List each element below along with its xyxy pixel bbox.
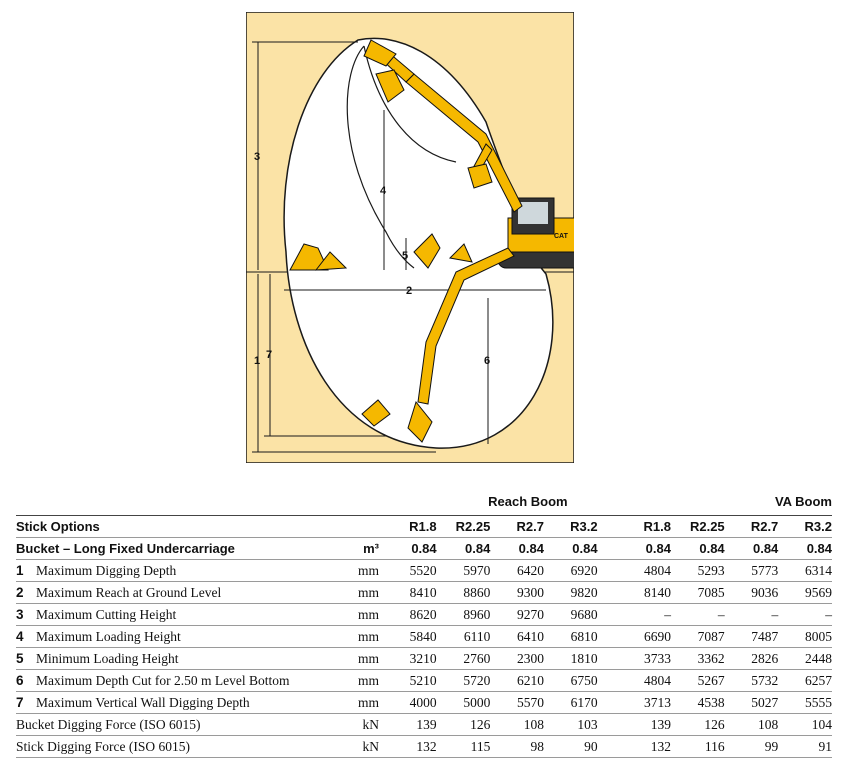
row-value: 2448 (778, 648, 832, 670)
row-value: 91 (778, 736, 832, 758)
row-value: 5720 (437, 670, 491, 692)
row-value: 104 (778, 714, 832, 736)
row-value: 6410 (490, 626, 544, 648)
row-value: 8140 (617, 582, 671, 604)
row-value: 5570 (490, 692, 544, 714)
stick-header: R2.7 (490, 516, 544, 538)
group-gap (598, 670, 618, 692)
row-value: 3733 (617, 648, 671, 670)
row-value: 126 (671, 714, 725, 736)
row-value: 103 (544, 714, 598, 736)
row-label: Maximum Reach at Ground Level (36, 584, 222, 600)
row-value: 5210 (383, 670, 437, 692)
row-number: 3 (16, 606, 24, 622)
row-unit: mm (327, 582, 383, 604)
row-value: 5840 (383, 626, 437, 648)
row-unit: mm (327, 604, 383, 626)
bucket-value: 0.84 (490, 538, 544, 560)
group-gap (598, 692, 618, 714)
row-unit: mm (327, 692, 383, 714)
row-value: 5027 (725, 692, 779, 714)
row-value: 6810 (544, 626, 598, 648)
row-number: 4 (16, 628, 24, 644)
row-value: 8410 (383, 582, 437, 604)
row-value: 5555 (778, 692, 832, 714)
group-gap (598, 714, 618, 736)
row-label-cell (16, 604, 327, 626)
table-row (16, 582, 832, 604)
row-label-cell (16, 626, 327, 648)
row-value: – (617, 604, 671, 626)
row-number: 2 (16, 584, 24, 600)
row-value: 6420 (490, 560, 544, 582)
row-label-cell (16, 736, 327, 758)
row-value: 3713 (617, 692, 671, 714)
bucket-value: 0.84 (383, 538, 437, 560)
row-unit: mm (327, 670, 383, 692)
table-row (16, 648, 832, 670)
row-number: 7 (16, 694, 24, 710)
row-label: Maximum Vertical Wall Digging Depth (36, 694, 250, 710)
row-value: 2826 (725, 648, 779, 670)
row-label: Minimum Loading Height (36, 650, 179, 666)
row-value: 115 (437, 736, 491, 758)
group-gap (598, 736, 618, 758)
stick-options-label: Stick Options (16, 516, 327, 538)
brand-logo: CAT (554, 233, 568, 240)
stick-header: R1.8 (383, 516, 437, 538)
row-label: Maximum Loading Height (36, 628, 181, 644)
row-label-cell (16, 670, 327, 692)
row-value: 126 (437, 714, 491, 736)
row-number: 6 (16, 672, 24, 688)
row-value: 4000 (383, 692, 437, 714)
row-value: 9270 (490, 604, 544, 626)
row-value: 116 (671, 736, 725, 758)
row-value: 6110 (437, 626, 491, 648)
row-unit: mm (327, 626, 383, 648)
reach-boom-heading: Reach Boom (488, 494, 568, 509)
table-row (16, 714, 832, 736)
row-value: – (725, 604, 779, 626)
row-value: 98 (490, 736, 544, 758)
row-value: 139 (617, 714, 671, 736)
working-range-diagram (246, 12, 574, 463)
dimension-label: 6 (484, 355, 491, 367)
row-value: 90 (544, 736, 598, 758)
row-value: 6690 (617, 626, 671, 648)
row-value: 108 (490, 714, 544, 736)
row-value: 8620 (383, 604, 437, 626)
row-unit: kN (327, 714, 383, 736)
dimension-label: 3 (254, 151, 261, 163)
va-boom-heading: VA Boom (774, 494, 832, 509)
stick-header: R3.2 (778, 516, 832, 538)
row-value: 4804 (617, 670, 671, 692)
bucket-row (16, 538, 832, 560)
group-gap (598, 560, 618, 582)
row-value: 8860 (437, 582, 491, 604)
bucket-value: 0.84 (437, 538, 491, 560)
dimension-label: 2 (406, 285, 413, 297)
row-label: Bucket Digging Force (ISO 6015) (16, 716, 201, 732)
row-value: 6210 (490, 670, 544, 692)
table-row (16, 670, 832, 692)
row-value: 5000 (437, 692, 491, 714)
dimension-label: 1 (254, 355, 261, 367)
row-value: 8005 (778, 626, 832, 648)
bucket-unit: m³ (327, 538, 383, 560)
stick-header: R3.2 (544, 516, 598, 538)
row-value: 108 (725, 714, 779, 736)
dimension-label: 5 (402, 250, 409, 262)
row-unit: mm (327, 648, 383, 670)
table-row (16, 626, 832, 648)
row-value: – (671, 604, 725, 626)
row-value: 99 (725, 736, 779, 758)
row-value: 3362 (671, 648, 725, 670)
group-gap (598, 604, 618, 626)
group-gap (598, 582, 618, 604)
table-row (16, 604, 832, 626)
row-label-cell (16, 692, 327, 714)
row-value: 5267 (671, 670, 725, 692)
bucket-value: 0.84 (544, 538, 598, 560)
row-value: 6750 (544, 670, 598, 692)
stick-header: R2.7 (725, 516, 779, 538)
row-value: 5520 (383, 560, 437, 582)
row-label-cell (16, 582, 327, 604)
row-unit: mm (327, 560, 383, 582)
row-value: 5732 (725, 670, 779, 692)
row-value: 3210 (383, 648, 437, 670)
bucket-value: 0.84 (671, 538, 725, 560)
table-row (16, 560, 832, 582)
stick-options-row (16, 516, 832, 538)
row-value: 6314 (778, 560, 832, 582)
bucket-value: 0.84 (617, 538, 671, 560)
row-value: 132 (617, 736, 671, 758)
row-value: 9036 (725, 582, 779, 604)
row-value: 7487 (725, 626, 779, 648)
specifications-table (16, 488, 832, 758)
row-value: 6170 (544, 692, 598, 714)
bucket-value: 0.84 (725, 538, 779, 560)
dimension-label: 4 (380, 185, 387, 197)
row-value: 9680 (544, 604, 598, 626)
row-value: 139 (383, 714, 437, 736)
row-value: 5293 (671, 560, 725, 582)
row-unit: kN (327, 736, 383, 758)
row-value: – (778, 604, 832, 626)
row-value: 7087 (671, 626, 725, 648)
stick-header: R2.25 (437, 516, 491, 538)
bucket-label: Bucket – Long Fixed Undercarriage (16, 538, 327, 560)
row-value: 6257 (778, 670, 832, 692)
row-value: 2300 (490, 648, 544, 670)
table-row (16, 736, 832, 758)
row-label-cell (16, 648, 327, 670)
row-value: 9569 (778, 582, 832, 604)
row-number: 1 (16, 562, 24, 578)
row-value: 9300 (490, 582, 544, 604)
row-value: 1810 (544, 648, 598, 670)
dimension-label: 7 (266, 349, 273, 361)
bucket-value: 0.84 (778, 538, 832, 560)
row-value: 5773 (725, 560, 779, 582)
row-value: 6920 (544, 560, 598, 582)
row-label: Stick Digging Force (ISO 6015) (16, 738, 190, 754)
row-value: 8960 (437, 604, 491, 626)
group-gap (598, 648, 618, 670)
spec-rows (16, 560, 832, 758)
group-gap (598, 626, 618, 648)
row-label: Maximum Depth Cut for 2.50 m Level Bottom (36, 672, 290, 688)
row-label-cell (16, 714, 327, 736)
row-value: 4804 (617, 560, 671, 582)
row-label: Maximum Cutting Height (36, 606, 177, 622)
row-number: 5 (16, 650, 24, 666)
row-value: 7085 (671, 582, 725, 604)
table-row (16, 692, 832, 714)
boom-group-row (16, 488, 832, 516)
row-value: 9820 (544, 582, 598, 604)
stick-header: R2.25 (671, 516, 725, 538)
row-value: 2760 (437, 648, 491, 670)
row-label-cell (16, 560, 327, 582)
stick-header: R1.8 (617, 516, 671, 538)
row-value: 4538 (671, 692, 725, 714)
row-label: Maximum Digging Depth (36, 562, 177, 578)
row-value: 132 (383, 736, 437, 758)
row-value: 5970 (437, 560, 491, 582)
